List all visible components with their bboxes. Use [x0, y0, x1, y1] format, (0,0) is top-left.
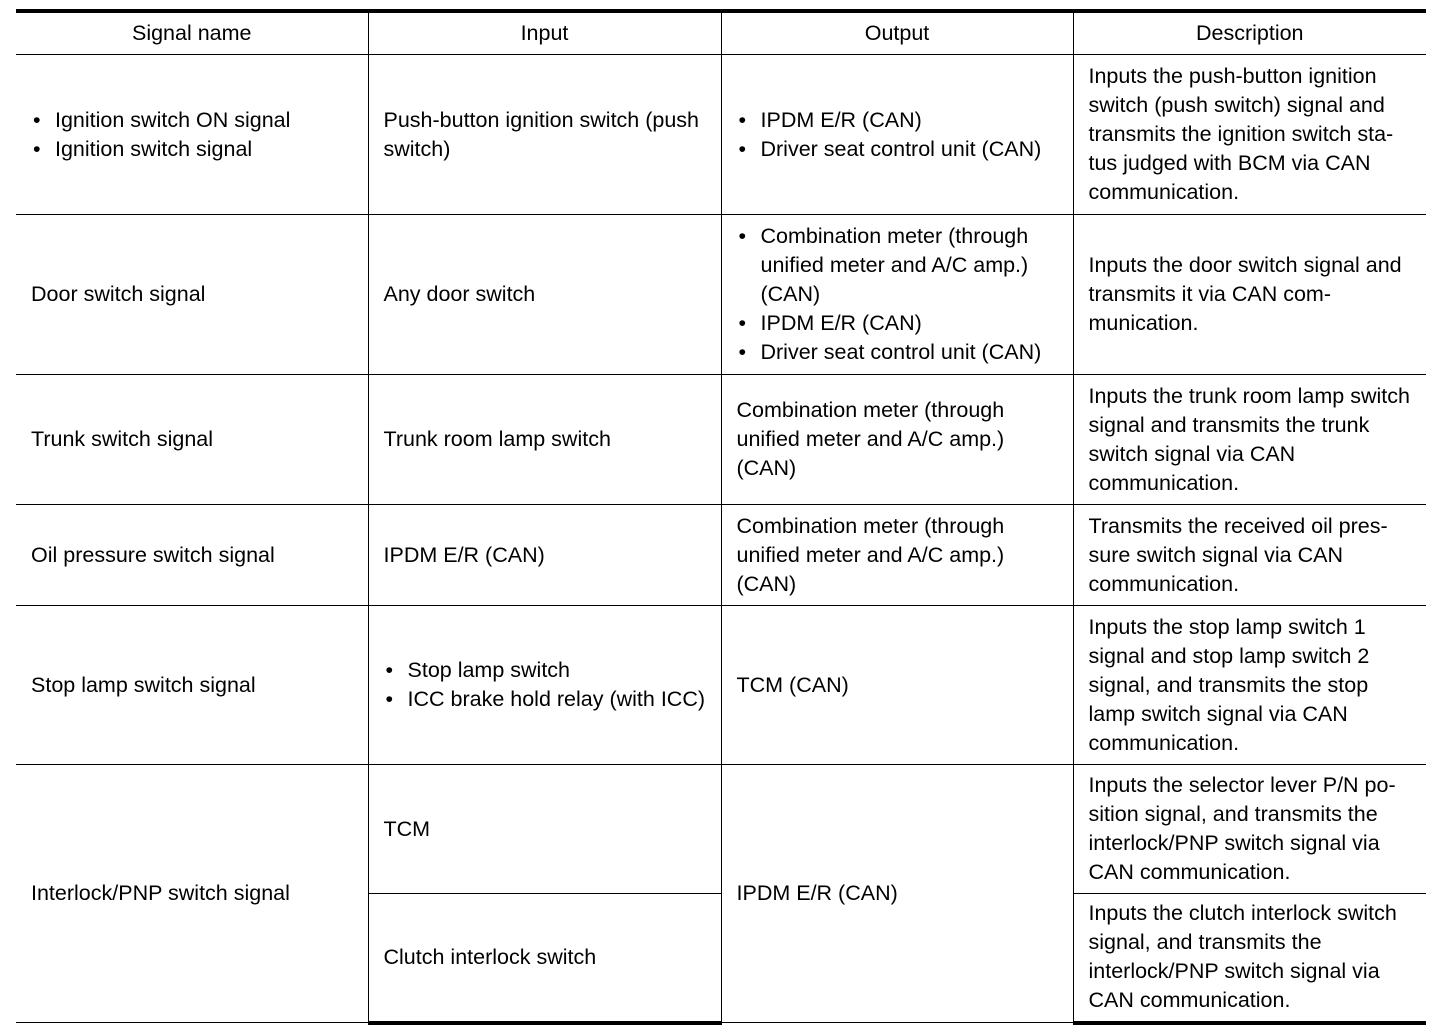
input-cell: TCM [368, 765, 721, 894]
header-input: Input [368, 11, 721, 55]
input-cell: Clutch interlock switch [368, 894, 721, 1023]
input-item: • Stop lamp switch [384, 656, 715, 685]
input-cell: IPDM E/R (CAN) [368, 505, 721, 606]
description-cell: Transmits the received oil pres-sure switch signal via CAN communication. [1073, 505, 1426, 606]
signal-name-cell: Stop lamp switch signal [16, 606, 368, 765]
table-row [16, 765, 1426, 894]
output-item: • IPDM E/R (CAN) [737, 309, 1067, 338]
output-item: • Combination meter (through unified meter and A/C amp.) (CAN) [737, 222, 1067, 309]
signal-name-item: • Ignition switch signal [31, 135, 362, 164]
description-cell: Inputs the clutch interlock switch signal, and transmits the interlock/PNP switch signal via CAN communication. [1073, 894, 1426, 1023]
signal-name-item: • Ignition switch ON signal [31, 106, 362, 135]
output-item: • Driver seat control unit (CAN) [737, 338, 1067, 367]
table-header-row [16, 11, 1426, 55]
header-signal-name: Signal name [16, 11, 368, 55]
output-cell: TCM (CAN) [721, 606, 1073, 765]
signal-name-cell: Interlock/PNP switch signal [16, 765, 368, 1023]
header-description: Description [1073, 11, 1426, 55]
input-cell: Trunk room lamp switch [368, 375, 721, 505]
output-cell [721, 215, 1073, 375]
output-cell: Combination meter (through unified meter and A/C amp.) (CAN) [721, 375, 1073, 505]
signal-name-cell: Trunk switch signal [16, 375, 368, 505]
table-row [16, 375, 1426, 505]
signal-name-cell: Door switch signal [16, 215, 368, 375]
header-output: Output [721, 11, 1073, 55]
output-item: • Driver seat control unit (CAN) [737, 135, 1067, 164]
input-cell [368, 606, 721, 765]
table-row [16, 505, 1426, 606]
output-cell: Combination meter (through unified meter and A/C amp.) (CAN) [721, 505, 1073, 606]
signal-name-cell [16, 55, 368, 215]
input-item: • ICC brake hold relay (with ICC) [384, 685, 715, 714]
description-cell: Inputs the door switch signal and transmits it via CAN com-munication. [1073, 215, 1426, 375]
table-row [16, 215, 1426, 375]
output-cell: IPDM E/R (CAN) [721, 765, 1073, 1023]
output-item: • IPDM E/R (CAN) [737, 106, 1067, 135]
table-row [16, 606, 1426, 765]
output-cell [721, 55, 1073, 215]
table-row [16, 55, 1426, 215]
signal-name-cell: Oil pressure switch signal [16, 505, 368, 606]
signal-table [16, 9, 1426, 1025]
input-cell: Any door switch [368, 215, 721, 375]
input-cell: Push-button ignition switch (push switch) [368, 55, 721, 215]
description-cell: Inputs the push-button ignition switch (push switch) signal and transmits the ignition switch sta-tus judged with BCM via CAN communication. [1073, 55, 1426, 215]
description-cell: Inputs the selector lever P/N po-sition signal, and transmits the interlock/PNP switch signal via CAN communication. [1073, 765, 1426, 894]
description-cell: Inputs the stop lamp switch 1 signal and stop lamp switch 2 signal, and transmits the stop lamp switch signal via CAN communication. [1073, 606, 1426, 765]
description-cell: Inputs the trunk room lamp switch signal and transmits the trunk switch signal via CAN communication. [1073, 375, 1426, 505]
